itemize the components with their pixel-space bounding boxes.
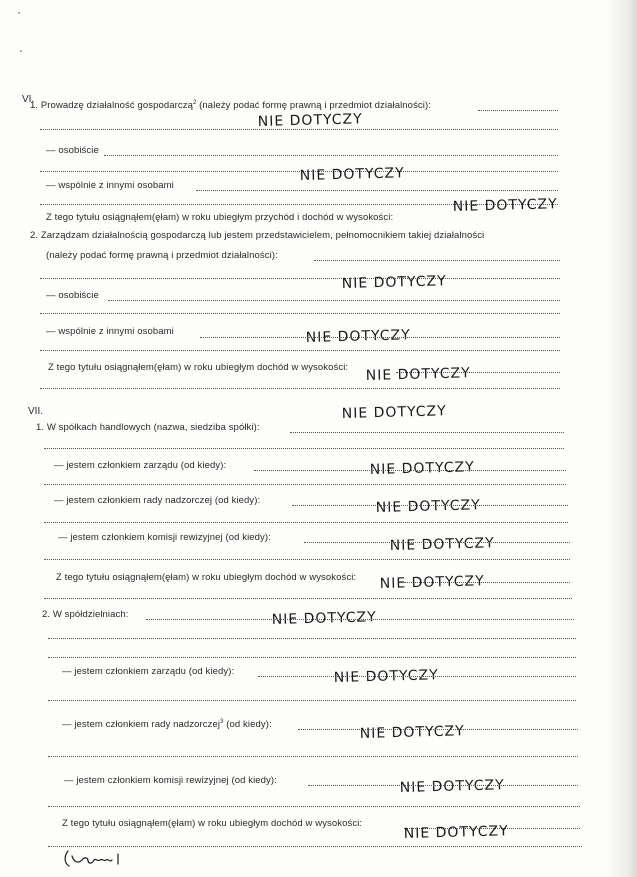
answer-line — [48, 638, 576, 639]
vii-item1-zarzad-answer: NIE DOTYCZY — [369, 459, 475, 478]
vi-item2-line1: 2. Zarządzam działalnością gospodarczą lub jestem przedstawicielem, pełnomocnikiem takiej działalności — [30, 230, 485, 241]
answer-line — [48, 756, 578, 757]
vi-item2-income-answer: NIE DOTYCZY — [365, 365, 471, 384]
vii-item2-zarzad: — jestem członkiem zarządu (od kiedy): — [62, 666, 235, 677]
vii-item2-rada-answer: NIE DOTYCZY — [359, 723, 465, 742]
vii-item1-income: Z tego tytułu osiągnąłem(ęłam) w roku ubiegłym dochód w wysokości: — [56, 572, 357, 583]
scan-edge-shadow — [607, 0, 637, 877]
section-vi-heading: VI. — [22, 94, 35, 105]
answer-line — [48, 846, 582, 847]
vi-item1-text: 1. Prowadzę działalność gospodarczą$^2$ (należy podać formę prawną i przedmiot działalności): — [30, 100, 431, 112]
answer-line — [308, 785, 578, 786]
vii-item2-rada: — jestem członkiem rady nadzorczej$^3$ (od kiedy): — [62, 719, 272, 731]
vii-item1-zarzad: — jestem członkiem zarządu (od kiedy): — [54, 460, 227, 471]
vii-item2-income: Z tego tytułu osiągnąłem(ęłam) w roku ubiegłym dochód w wysokości: — [62, 818, 363, 829]
vi-item2-income: Z tego tytułu osiągnąłem(ęłam) w roku ubiegłym dochód w wysokości: — [48, 362, 349, 373]
answer-line — [196, 190, 558, 191]
answer-line — [254, 470, 566, 471]
answer-line — [258, 676, 576, 677]
answer-line — [44, 484, 566, 485]
vi-item1-osobiscie: — osobiście — [46, 145, 99, 156]
vi-item2-line2: (należy podać formę prawną i przedmiot działalności): — [46, 250, 278, 261]
answer-line — [292, 505, 568, 506]
answer-line — [304, 542, 570, 543]
vii-item2-text: 2. W spółdzielniach: — [42, 609, 129, 620]
answer-line — [146, 619, 574, 620]
vi-item1-wspolnie-answer: NIE DOTYCZY — [299, 165, 405, 184]
vii-item1-komisja: — jestem członkiem komisji rewizyjnej (od kiedy): — [58, 532, 271, 543]
answer-line — [40, 313, 560, 314]
vi-item1-income-answer: NIE DOTYCZY — [452, 196, 558, 215]
vii-item2-answer: NIE DOTYCZY — [271, 609, 377, 628]
scan-speck — [20, 50, 22, 52]
vii-item1-rada-answer: NIE DOTYCZY — [375, 497, 481, 516]
answer-line — [48, 700, 576, 701]
vii-item2-zarzad-answer: NIE DOTYCZY — [333, 667, 439, 686]
answer-line — [40, 129, 558, 130]
answer-line — [40, 350, 560, 351]
answer-line — [44, 559, 570, 560]
answer-line — [40, 388, 560, 389]
answer-line — [104, 155, 558, 156]
signature-initials — [62, 848, 132, 868]
answer-line — [298, 729, 578, 730]
vii-item1-komisja-answer: NIE DOTYCZY — [389, 535, 495, 554]
answer-line — [44, 448, 564, 449]
vi-item1-income: Z tego tytułu osiągnąłem(ęłam) w roku ubiegłym przychód i dochód w wysokości: — [46, 212, 394, 223]
scan-speck — [18, 12, 20, 14]
vi-item1-answer: NIE DOTYCZY — [257, 111, 363, 130]
vii-item1-rada: — jestem członkiem rady nadzorczej (od kiedy): — [54, 495, 261, 506]
vi-item2-osobiscie: — osobiście — [46, 290, 99, 301]
answer-line — [478, 110, 558, 111]
answer-line — [48, 806, 580, 807]
answer-line — [48, 657, 576, 658]
answer-line — [40, 278, 560, 279]
answer-line — [290, 432, 564, 433]
section-vii-heading: VII. — [28, 406, 44, 417]
answer-line — [200, 337, 560, 338]
vii-item1-text: 1. W spółkach handlowych (nazwa, siedziba spółki): — [36, 422, 260, 433]
answer-line — [108, 300, 560, 301]
vi-item2-wspolnie-answer: NIE DOTYCZY — [305, 327, 411, 346]
vi-item2-answer: NIE DOTYCZY — [341, 273, 447, 292]
vi-item1-wspolnie: — wspólnie z innymi osobami — [46, 180, 174, 191]
vii-item2-komisja: — jestem członkiem komisji rewizyjnej (od kiedy): — [64, 775, 277, 786]
vii-item2-komisja-answer: NIE DOTYCZY — [399, 777, 505, 796]
answer-line — [44, 598, 572, 599]
vi-item2-wspolnie: — wspólnie z innymi osobami — [46, 326, 174, 337]
answer-line — [314, 260, 560, 261]
vii-item1-income-answer: NIE DOTYCZY — [379, 573, 485, 592]
vii-item2-income-answer: NIE DOTYCZY — [403, 823, 509, 842]
vii-item1-answer: NIE DOTYCZY — [341, 403, 447, 422]
answer-line — [44, 522, 568, 523]
